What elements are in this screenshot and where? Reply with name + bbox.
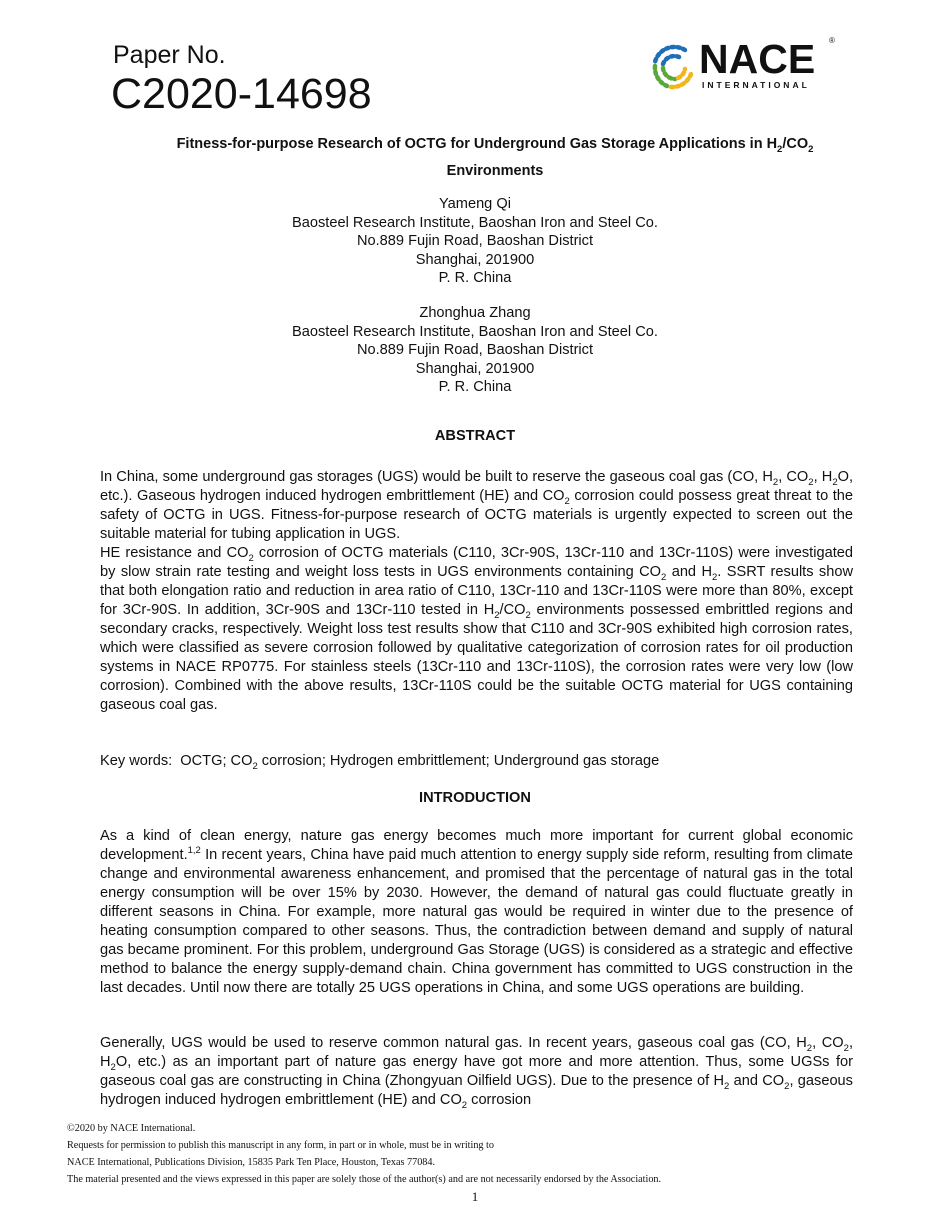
introduction-paragraph: Generally, UGS would be used to reserve common natural gas. In recent years, gaseous coal gas (CO, $H_2$, $CO_2$, $H_2O$, etc.) as an important part of nature gas energy have got more and more attention. Thus, some UGSs for gaseous coal gas are constructing in China (Zhongyuan Oilfield UGS). Due to the presence of $H_2$ and $CO_2$, gaseous hydrogen induced hydrogen embrittlement (HE) and $CO_2$ corrosion	[100, 1035, 853, 1111]
author-country: P. R. China	[438, 379, 512, 396]
abstract-paragraph: In China, some underground gas storages (UGS) would be built to reserve the gaseous coal gas (CO, $H_2$, $CO_2$, $H_2O$, etc.). Gaseous hydrogen induced hydrogen embrittlement (HE) and $CO_2$ corrosion could possess great threat to the safety of OCTG in UGS. Fitness-for-purpose research of OCTG materials is urgently expected to screen out the suitable material for tubing application in UGS.	[100, 469, 854, 542]
copyright-footer	[67, 1120, 661, 1188]
author-city: Shanghai, 201900	[415, 251, 535, 268]
footer-line: ©2020 by NACE International.	[67, 1123, 196, 1134]
author-street: No.889 Fujin Road, Baoshan District	[356, 233, 594, 250]
author-name: Zhonghua Zhang	[419, 305, 531, 321]
author-country: P. R. China	[438, 270, 512, 287]
author-block	[100, 304, 850, 397]
paper-number: C2020-14698	[111, 70, 372, 118]
introduction-paragraph: As a kind of clean energy, nature gas energy becomes much more important for current global economic development.$^{1,2}$ In recent years, China have paid much attention to energy supply side reform, resulting from climate change and environmental awareness enhancement, and promised that the percentage of natural gas in the total energy consumption will be over 15% by 2030. However, the demand of natural gas could fluctuate greatly in different seasons in China. For example, more natural gas would be required in winter due to the presence of heating consumption compared to other seasons. Thus, the contradiction between demand and supply of natural gas became prominent. For this problem, underground Gas Storage (UGS) is considered as a strategic and effective method to balance the energy supply-demand chain. China government has committed to UGS construction in the last decades. Until now there are totally 25 UGS operations in China, and some UGS operations are building.	[100, 828, 853, 996]
keywords: Key words: OCTG; $CO_2$ corrosion; Hydrogen embrittlement; Underground gas storage	[100, 753, 660, 772]
nace-logo-subtitle: INTERNATIONAL	[702, 80, 810, 90]
author-affiliation: Baosteel Research Institute, Baoshan Iron and Steel Co.	[292, 214, 658, 231]
author-street: No.889 Fujin Road, Baoshan District	[356, 342, 594, 359]
paper-title-line-2: Environments	[446, 163, 544, 179]
author-city: Shanghai, 201900	[415, 360, 535, 377]
author-name: Yameng Qi	[439, 196, 511, 212]
author-block	[100, 195, 850, 288]
nace-logo	[645, 38, 845, 96]
paper-title-line-1: Fitness-for-purpose Research of OCTG for Underground Gas Storage Applications in $H_2/CO_2$	[176, 136, 814, 155]
footer-line: Requests for permission to publish this manuscript in any form, in part or in whole, must be in writing to	[67, 1140, 494, 1151]
nace-logo-icon	[645, 40, 699, 94]
nace-logo-word: NACE	[699, 36, 816, 82]
registered-mark: ®	[829, 36, 835, 45]
abstract-heading: ABSTRACT	[434, 428, 516, 444]
page-number: 1	[471, 1189, 479, 1204]
abstract-paragraph: HE resistance and $CO_2$ corrosion of OCTG materials (C110, 3Cr-90S, 13Cr-110 and 13Cr-110S) were investigated by slow strain rate testing and weight loss tests in UGS environments containing $CO_2$ and $H_2$. SSRT results show that both elongation ratio and reduction in area ratio of C110, 13Cr-110 and 13Cr-110S were more than 80%, except for 3Cr-90S. In addition, 3Cr-90S and 13Cr-110 tested in $H_2/CO_2$ environments possessed embrittled regions and secondary cracks, respectively. Weight loss test results show that C110 and 3Cr-90S exhibited high corrosion rates, which were classified as severe corrosion followed by qualitative categorization of corrosion rates for oil production systems in NACE RP0775. For stainless steels (13Cr-110 and 13Cr-110S), the corrosion rates were very low (low corrosion). Combined with the above results, 13Cr-110S could be the suitable OCTG material for UGS containing gaseous coal gas.	[100, 545, 854, 713]
footer-line: NACE International, Publications Division, 15835 Park Ten Place, Houston, Texas 77084.	[67, 1157, 436, 1168]
introduction-heading: INTRODUCTION	[419, 790, 531, 806]
paper-number-label: Paper No.	[113, 41, 226, 69]
footer-line: The material presented and the views expressed in this paper are solely those of the author(s) and are not necessarily endorsed by the Association.	[67, 1174, 662, 1185]
author-affiliation: Baosteel Research Institute, Baoshan Iron and Steel Co.	[292, 323, 658, 340]
